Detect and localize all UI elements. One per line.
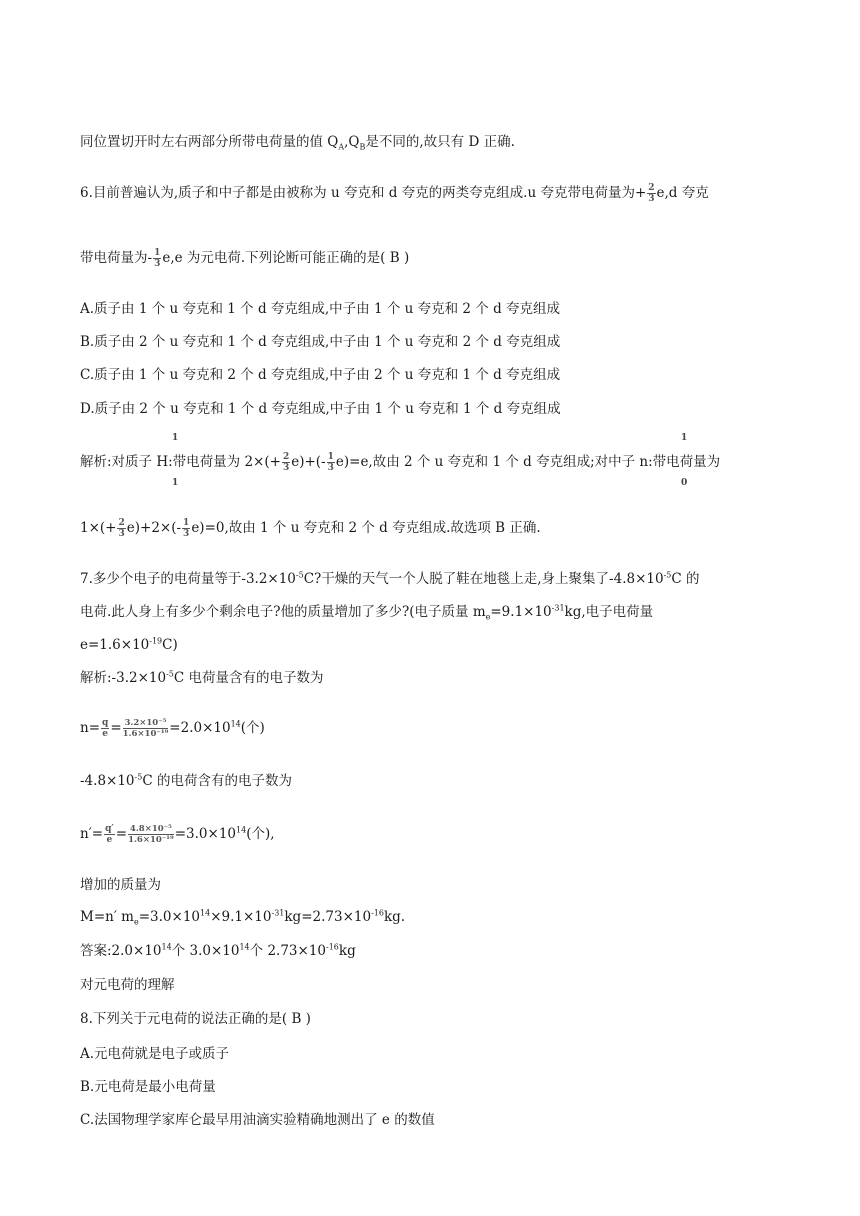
q6-option-a: A.质子由 1 个 u 夸克和 1 个 d 夸克组成,中子由 1 个 u 夸克和 2 个 d 夸克组成	[80, 301, 561, 317]
q6-stem-line1: 6.目前普遍认为,质子和中子都是由被称为 u 夸克和 d 夸克的两类夸克组成.u 夸克带电荷量为+ $\frac{2}{3}$ e,d 夸克	[80, 183, 709, 204]
isotope-proton-charge: 1	[172, 478, 179, 488]
q7-answer: 答案$:2.0\times 10^{14}$个 $3.0\times 10^{14}$个 $2.73\times 10^{-16}kg$	[80, 942, 356, 959]
q7-stem-line3: $e=1.6\times 10^{-19}C$)	[80, 636, 178, 653]
q7-stem-line1: 7.多少个电子的电荷量等于$-3.2\times 10^{-5}C$?干燥的天气一个人脱了鞋在地毯上走,身上聚集了$-4.8\times 10^{-5}C$ 的	[80, 570, 700, 587]
q6-solution-line2: 1×(+ $\frac{2}{3}$ e)+2×(- $\frac{1}{3}$ e)=0,故由 1 个 u 夸克和 2 个 d 夸克组成.故选项 B 正确.	[80, 518, 541, 539]
isotope-neutron-charge: 0	[681, 478, 688, 488]
q8-option-b: B.元电荷是最小电荷量	[80, 1079, 216, 1095]
isotope-proton-mass: 1	[172, 433, 179, 443]
q8-option-c: C.法国物理学家库仑最早用油滴实验精确地测出了 e 的数值	[80, 1112, 435, 1128]
q8-option-a: A.元电荷就是电子或质子	[80, 1046, 230, 1062]
q6-solution-line1: 解析:对质子 H:带电荷量为 2×(+ $\frac{2}{3}$ e)+(- $\frac{1}{3}$ e)=e,故由 2 个 u 夸克和 1 个 d 夸克组成;对中子 n:带电荷量为	[80, 452, 721, 473]
q7-solution-intro: 解析$:-3.2\times 10^{-5}C$ 电荷量含有的电子数为	[80, 669, 324, 686]
q6-option-d: D.质子由 2 个 u 夸克和 1 个 d 夸克组成,中子由 1 个 u 夸克和 1 个 d 夸克组成	[80, 401, 561, 417]
section-title: 对元电荷的理解	[80, 977, 175, 993]
q6-option-c: C.质子由 1 个 u 夸克和 2 个 d 夸克组成,中子由 2 个 u 夸克和 1 个 d 夸克组成	[80, 367, 561, 383]
q6-stem-line2: 带电荷量为- $\frac{1}{3}$ e,e 为元电荷.下列论断可能正确的是( B )	[80, 248, 410, 269]
q7-equation-n-prime: n′= $\frac{q'}{e}$ = $\frac{\text{4.8×10⁻⁵}}{\text{1.6×10⁻¹⁹}}$ $=3.0\times 10^{14}$(个),	[80, 824, 275, 845]
q7-stem-line2: 电荷.此人身上有多少个剩余电子?他的质量增加了多少?(电子质量 $m_e=9.1\times 10^{-31}kg$,电子电荷量	[80, 603, 654, 622]
fraction-two-thirds: $\frac{2}{3}$	[648, 183, 655, 204]
q5-solution-tail: 同位置切开时左右两部分所带电荷量的值 $Q_A,Q_B$是不同的,故只有 D 正确.	[80, 134, 515, 152]
q7-mass-equation: M=n′ $m_e=3.0\times 10^{14}\times 9.1\times 10^{-31}kg=2.73\times 10^{-16}kg$.	[80, 908, 406, 927]
q6-option-b: B.质子由 2 个 u 夸克和 1 个 d 夸克组成,中子由 1 个 u 夸克和 2 个 d 夸克组成	[80, 334, 561, 350]
fraction-one-third: $\frac{1}{3}$	[154, 248, 161, 269]
isotope-neutron-mass: 1	[681, 433, 688, 443]
q7-solution-second: $-4.8\times 10^{-5}C$ 的电荷含有的电子数为	[80, 772, 292, 789]
q8-stem: 8.下列关于元电荷的说法正确的是( B )	[80, 1011, 311, 1027]
q7-equation-n: n= $\frac{q}{e}$ = $\frac{\text{3.2×10⁻⁵}}{\text{1.6×10⁻¹⁹}}$ $=2.0\times 10^{14}$(个)	[80, 718, 265, 739]
q7-mass-label: 增加的质量为	[80, 877, 161, 893]
